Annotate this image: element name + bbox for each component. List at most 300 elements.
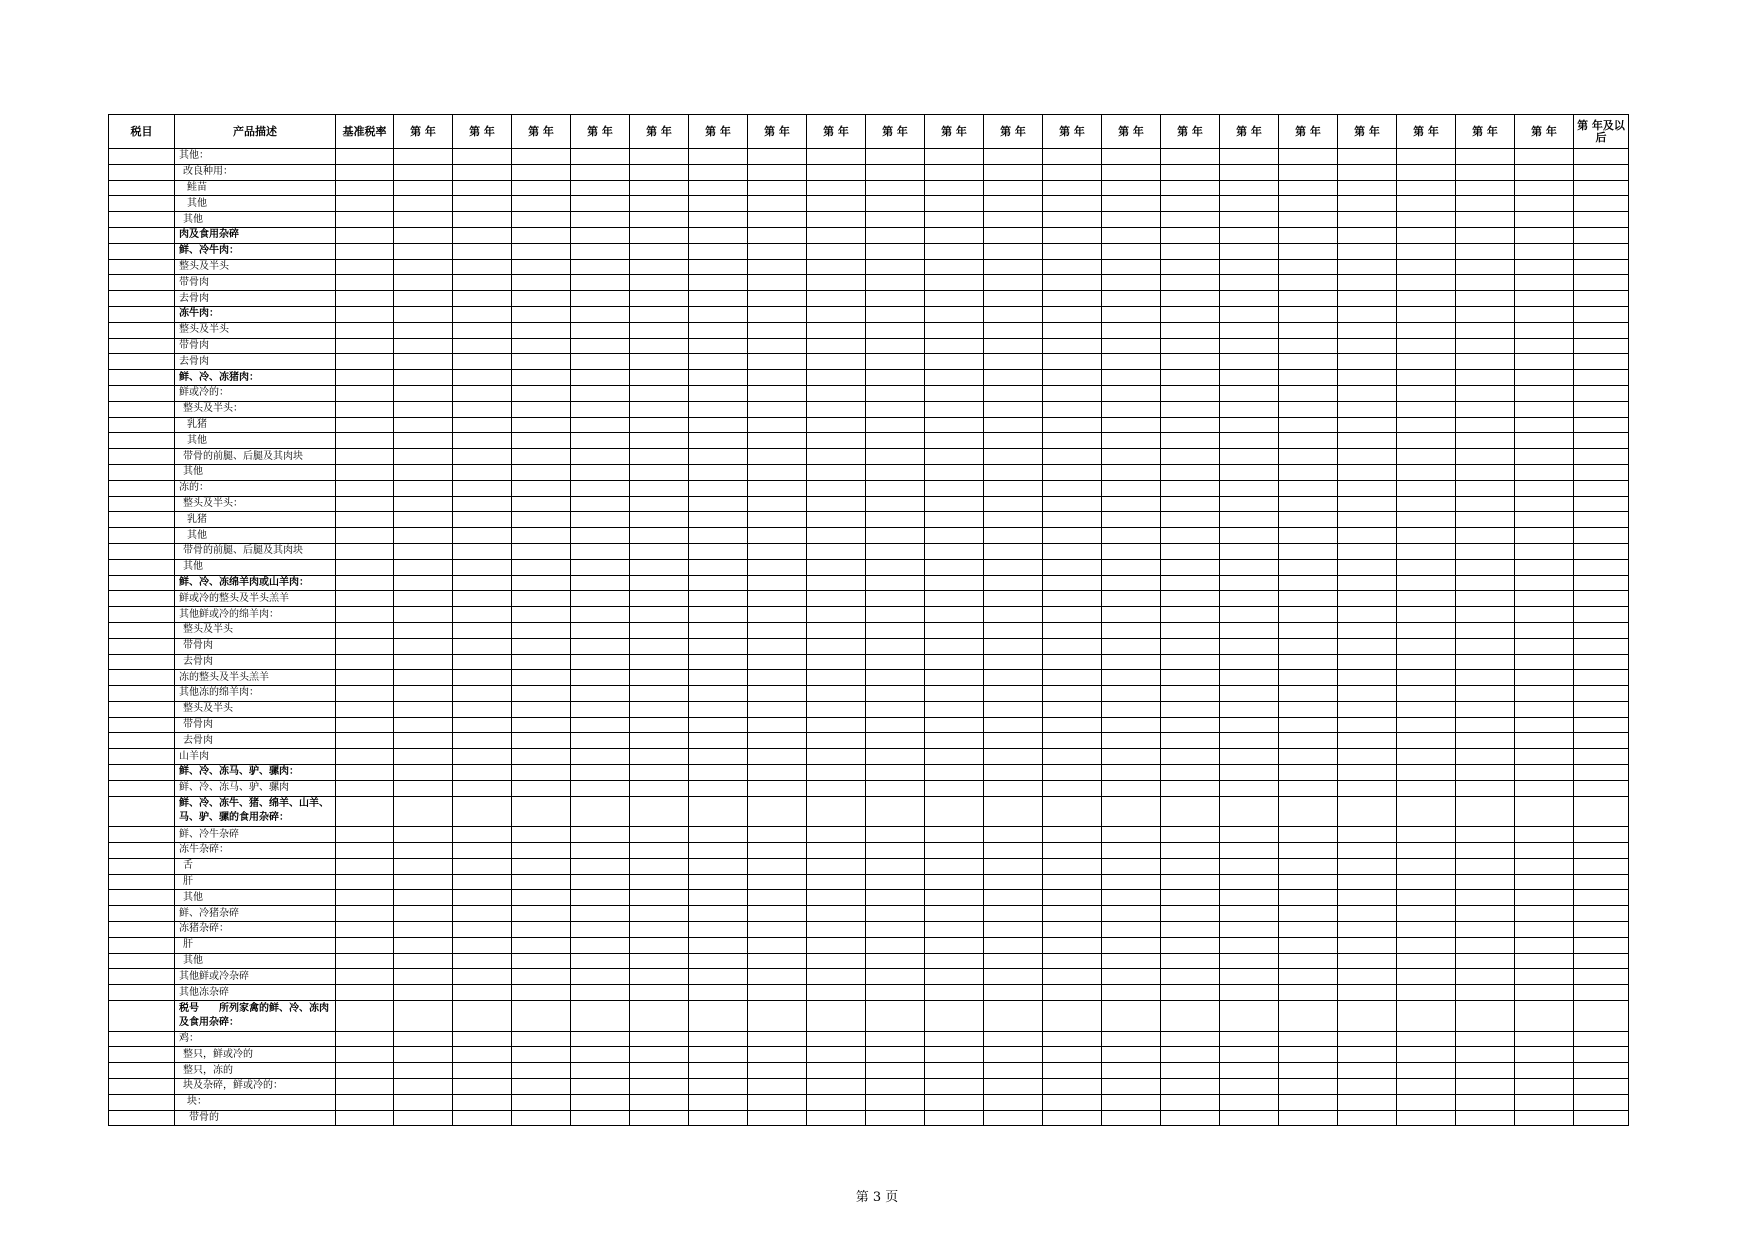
rate-cell: [394, 259, 453, 275]
rate-cell: [866, 969, 925, 985]
rate-cell: [1456, 906, 1515, 922]
rate-cell: [1161, 575, 1220, 591]
rate-cell: [1279, 196, 1338, 212]
rate-cell: [1456, 717, 1515, 733]
header-year-6: 第 年: [689, 115, 748, 149]
rate-cell: [571, 969, 630, 985]
rate-cell: [1338, 417, 1397, 433]
rate-cell: [571, 464, 630, 480]
rate-cell: [1515, 733, 1574, 749]
rate-cell: [1338, 1047, 1397, 1063]
rate-cell: [453, 259, 512, 275]
rate-cell: [1102, 796, 1161, 827]
rate-cell: [1338, 1079, 1397, 1095]
rate-cell: [748, 196, 807, 212]
base-rate-cell: [336, 985, 394, 1001]
rate-cell: [984, 433, 1043, 449]
rate-cell: [1279, 1047, 1338, 1063]
rate-cell: [925, 512, 984, 528]
rate-cell: [807, 780, 866, 796]
base-rate-cell: [336, 559, 394, 575]
product-description-cell: 冻猪杂碎：: [175, 922, 336, 938]
base-rate-cell: [336, 227, 394, 243]
rate-cell: [630, 890, 689, 906]
rate-cell: [807, 654, 866, 670]
rate-cell: [1220, 322, 1279, 338]
rate-cell: [689, 1079, 748, 1095]
rate-cell: [748, 275, 807, 291]
tariff-code-cell: [109, 243, 175, 259]
rate-cell: [512, 354, 571, 370]
rate-cell: [748, 212, 807, 228]
rate-cell: [1574, 370, 1629, 386]
rate-cell: [1397, 607, 1456, 623]
rate-cell: [1338, 401, 1397, 417]
rate-cell: [1397, 401, 1456, 417]
rate-cell: [1397, 259, 1456, 275]
base-rate-cell: [336, 670, 394, 686]
rate-cell: [571, 1079, 630, 1095]
rate-cell: [512, 843, 571, 859]
rate-cell: [748, 496, 807, 512]
rate-cell: [1515, 196, 1574, 212]
rate-cell: [866, 1001, 925, 1032]
base-rate-cell: [336, 1031, 394, 1047]
rate-cell: [1279, 243, 1338, 259]
tariff-code-cell: [109, 985, 175, 1001]
rate-cell: [512, 480, 571, 496]
rate-cell: [689, 922, 748, 938]
rate-cell: [1220, 180, 1279, 196]
rate-cell: [984, 528, 1043, 544]
rate-cell: [1574, 164, 1629, 180]
rate-cell: [630, 480, 689, 496]
rate-cell: [394, 354, 453, 370]
rate-cell: [571, 765, 630, 781]
rate-cell: [866, 670, 925, 686]
rate-cell: [571, 401, 630, 417]
rate-cell: [807, 985, 866, 1001]
rate-cell: [925, 749, 984, 765]
rate-cell: [630, 212, 689, 228]
rate-cell: [512, 765, 571, 781]
rate-cell: [1161, 969, 1220, 985]
rate-cell: [1102, 291, 1161, 307]
rate-cell: [748, 858, 807, 874]
rate-cell: [453, 858, 512, 874]
rate-cell: [1574, 417, 1629, 433]
rate-cell: [1043, 780, 1102, 796]
rate-cell: [689, 480, 748, 496]
rate-cell: [1220, 780, 1279, 796]
rate-cell: [512, 906, 571, 922]
rate-cell: [1220, 890, 1279, 906]
rate-cell: [1338, 1063, 1397, 1079]
rate-cell: [1338, 953, 1397, 969]
rate-cell: [807, 243, 866, 259]
base-rate-cell: [336, 906, 394, 922]
tariff-code-cell: [109, 306, 175, 322]
rate-cell: [1220, 1079, 1279, 1095]
rate-cell: [1338, 227, 1397, 243]
rate-cell: [1574, 622, 1629, 638]
rate-cell: [1161, 354, 1220, 370]
rate-cell: [453, 906, 512, 922]
rate-cell: [1574, 1063, 1629, 1079]
rate-cell: [394, 717, 453, 733]
rate-cell: [1515, 480, 1574, 496]
base-rate-cell: [336, 259, 394, 275]
rate-cell: [748, 765, 807, 781]
rate-cell: [1043, 180, 1102, 196]
rate-cell: [748, 306, 807, 322]
rate-cell: [630, 164, 689, 180]
rate-cell: [807, 796, 866, 827]
rate-cell: [1220, 1094, 1279, 1110]
rate-cell: [394, 1094, 453, 1110]
product-description-cell: 鲑苗: [175, 180, 336, 196]
rate-cell: [689, 370, 748, 386]
rate-cell: [571, 496, 630, 512]
rate-cell: [1043, 543, 1102, 559]
base-rate-cell: [336, 733, 394, 749]
rate-cell: [1043, 212, 1102, 228]
product-description-cell: 鲜或冷的整头及半头羔羊: [175, 591, 336, 607]
rate-cell: [453, 291, 512, 307]
rate-cell: [1456, 528, 1515, 544]
rate-cell: [571, 433, 630, 449]
rate-cell: [748, 622, 807, 638]
rate-cell: [1515, 1079, 1574, 1095]
rate-cell: [394, 212, 453, 228]
rate-cell: [1220, 227, 1279, 243]
rate-cell: [748, 780, 807, 796]
rate-cell: [1515, 417, 1574, 433]
rate-cell: [866, 749, 925, 765]
rate-cell: [1279, 322, 1338, 338]
rate-cell: [866, 906, 925, 922]
rate-cell: [807, 622, 866, 638]
rate-cell: [512, 686, 571, 702]
rate-cell: [1102, 622, 1161, 638]
base-rate-cell: [336, 890, 394, 906]
rate-cell: [689, 1063, 748, 1079]
rate-cell: [1102, 243, 1161, 259]
rate-cell: [1456, 670, 1515, 686]
product-description-cell: 鲜、冷牛肉：: [175, 243, 336, 259]
rate-cell: [1102, 1110, 1161, 1126]
rate-cell: [1456, 433, 1515, 449]
rate-cell: [984, 638, 1043, 654]
tariff-code-cell: [109, 528, 175, 544]
rate-cell: [807, 1031, 866, 1047]
rate-cell: [512, 464, 571, 480]
tariff-code-cell: [109, 874, 175, 890]
rate-cell: [866, 354, 925, 370]
rate-cell: [866, 512, 925, 528]
rate-cell: [630, 874, 689, 890]
rate-cell: [1043, 528, 1102, 544]
rate-cell: [1161, 654, 1220, 670]
page-number: 第 3 页: [855, 1190, 899, 1205]
base-rate-cell: [336, 638, 394, 654]
rate-cell: [1279, 922, 1338, 938]
tariff-code-cell: [109, 338, 175, 354]
rate-cell: [1043, 638, 1102, 654]
rate-cell: [1456, 196, 1515, 212]
rate-cell: [512, 306, 571, 322]
base-rate-cell: [336, 937, 394, 953]
rate-cell: [571, 559, 630, 575]
rate-cell: [1515, 433, 1574, 449]
rate-cell: [866, 874, 925, 890]
rate-cell: [453, 654, 512, 670]
rate-cell: [1043, 322, 1102, 338]
rate-cell: [984, 1047, 1043, 1063]
rate-cell: [807, 858, 866, 874]
rate-cell: [1279, 180, 1338, 196]
rate-cell: [453, 670, 512, 686]
rate-cell: [1515, 164, 1574, 180]
rate-cell: [689, 417, 748, 433]
base-rate-cell: [336, 512, 394, 528]
rate-cell: [925, 1047, 984, 1063]
rate-cell: [1456, 449, 1515, 465]
rate-cell: [512, 922, 571, 938]
rate-cell: [1515, 922, 1574, 938]
rate-cell: [689, 638, 748, 654]
rate-cell: [1515, 638, 1574, 654]
rate-cell: [1220, 433, 1279, 449]
rate-cell: [1220, 354, 1279, 370]
rate-cell: [630, 953, 689, 969]
rate-cell: [1279, 496, 1338, 512]
header-year-15: 第 年: [1220, 115, 1279, 149]
rate-cell: [866, 1094, 925, 1110]
table-row: [109, 796, 1629, 827]
rate-cell: [571, 827, 630, 843]
rate-cell: [1220, 858, 1279, 874]
rate-cell: [1515, 1094, 1574, 1110]
rate-cell: [394, 1001, 453, 1032]
rate-cell: [1102, 543, 1161, 559]
rate-cell: [984, 322, 1043, 338]
rate-cell: [1456, 985, 1515, 1001]
rate-cell: [1043, 890, 1102, 906]
rate-cell: [512, 969, 571, 985]
rate-cell: [984, 212, 1043, 228]
rate-cell: [1102, 985, 1161, 1001]
rate-cell: [1397, 1094, 1456, 1110]
rate-cell: [571, 354, 630, 370]
rate-cell: [394, 638, 453, 654]
rate-cell: [1102, 874, 1161, 890]
rate-cell: [1043, 953, 1102, 969]
rate-cell: [866, 953, 925, 969]
rate-cell: [630, 306, 689, 322]
rate-cell: [1279, 780, 1338, 796]
rate-cell: [925, 686, 984, 702]
rate-cell: [866, 717, 925, 733]
rate-cell: [1338, 670, 1397, 686]
rate-cell: [748, 1001, 807, 1032]
rate-cell: [571, 638, 630, 654]
rate-cell: [748, 338, 807, 354]
rate-cell: [866, 1110, 925, 1126]
product-description-cell: 肝: [175, 937, 336, 953]
rate-cell: [1397, 733, 1456, 749]
tariff-code-cell: [109, 259, 175, 275]
rate-cell: [394, 322, 453, 338]
rate-cell: [1102, 528, 1161, 544]
rate-cell: [1515, 1031, 1574, 1047]
tariff-code-cell: [109, 543, 175, 559]
rate-cell: [453, 559, 512, 575]
rate-cell: [1456, 464, 1515, 480]
rate-cell: [512, 417, 571, 433]
rate-cell: [1515, 843, 1574, 859]
rate-cell: [1102, 780, 1161, 796]
rate-cell: [1338, 890, 1397, 906]
rate-cell: [1338, 243, 1397, 259]
rate-cell: [1456, 480, 1515, 496]
rate-cell: [1338, 985, 1397, 1001]
rate-cell: [1456, 733, 1515, 749]
rate-cell: [1515, 765, 1574, 781]
rate-cell: [1161, 638, 1220, 654]
rate-cell: [630, 559, 689, 575]
rate-cell: [1161, 401, 1220, 417]
rate-cell: [807, 607, 866, 623]
rate-cell: [453, 433, 512, 449]
rate-cell: [630, 670, 689, 686]
rate-cell: [512, 607, 571, 623]
rate-cell: [1102, 1047, 1161, 1063]
rate-cell: [925, 843, 984, 859]
header-year-14: 第 年: [1161, 115, 1220, 149]
rate-cell: [1515, 607, 1574, 623]
rate-cell: [925, 559, 984, 575]
rate-cell: [689, 449, 748, 465]
table-row: [109, 543, 1629, 559]
rate-cell: [1102, 638, 1161, 654]
rate-cell: [1161, 780, 1220, 796]
rate-cell: [807, 843, 866, 859]
rate-cell: [1279, 275, 1338, 291]
rate-cell: [630, 196, 689, 212]
rate-cell: [689, 338, 748, 354]
rate-cell: [1043, 969, 1102, 985]
rate-cell: [512, 717, 571, 733]
tariff-code-cell: [109, 1063, 175, 1079]
base-rate-cell: [336, 306, 394, 322]
rate-cell: [1456, 638, 1515, 654]
rate-cell: [1220, 765, 1279, 781]
rate-cell: [1456, 227, 1515, 243]
rate-cell: [1161, 953, 1220, 969]
tariff-code-cell: [109, 512, 175, 528]
table-row: [109, 843, 1629, 859]
rate-cell: [1456, 512, 1515, 528]
rate-cell: [571, 1063, 630, 1079]
rate-cell: [1574, 701, 1629, 717]
rate-cell: [630, 528, 689, 544]
rate-cell: [1515, 212, 1574, 228]
rate-cell: [512, 164, 571, 180]
rate-cell: [925, 291, 984, 307]
rate-cell: [1515, 322, 1574, 338]
rate-cell: [1279, 937, 1338, 953]
rate-cell: [1043, 591, 1102, 607]
rate-cell: [1574, 733, 1629, 749]
rate-cell: [1161, 622, 1220, 638]
base-rate-cell: [336, 717, 394, 733]
base-rate-cell: [336, 827, 394, 843]
rate-cell: [925, 953, 984, 969]
rate-cell: [984, 780, 1043, 796]
rate-cell: [1279, 543, 1338, 559]
rate-cell: [748, 449, 807, 465]
table-row: [109, 370, 1629, 386]
rate-cell: [1574, 401, 1629, 417]
rate-cell: [866, 338, 925, 354]
rate-cell: [1220, 654, 1279, 670]
rate-cell: [866, 480, 925, 496]
rate-cell: [689, 575, 748, 591]
rate-cell: [748, 227, 807, 243]
rate-cell: [571, 512, 630, 528]
product-description-cell: 肉及食用杂碎: [175, 227, 336, 243]
rate-cell: [1574, 969, 1629, 985]
rate-cell: [453, 528, 512, 544]
rate-cell: [925, 906, 984, 922]
rate-cell: [1279, 1094, 1338, 1110]
rate-cell: [807, 890, 866, 906]
tariff-code-cell: [109, 591, 175, 607]
rate-cell: [925, 1001, 984, 1032]
rate-cell: [1279, 591, 1338, 607]
rate-cell: [748, 890, 807, 906]
rate-cell: [807, 227, 866, 243]
rate-cell: [1397, 906, 1456, 922]
rate-cell: [1574, 1110, 1629, 1126]
rate-cell: [1338, 749, 1397, 765]
rate-cell: [394, 417, 453, 433]
rate-cell: [748, 796, 807, 827]
rate-cell: [807, 543, 866, 559]
rate-cell: [512, 591, 571, 607]
rate-cell: [689, 749, 748, 765]
header-product-description: 产品描述: [175, 115, 336, 149]
rate-cell: [571, 796, 630, 827]
rate-cell: [1338, 906, 1397, 922]
product-description-cell: 整头及半头：: [175, 496, 336, 512]
table-row: [109, 670, 1629, 686]
rate-cell: [984, 827, 1043, 843]
rate-cell: [571, 417, 630, 433]
table-row: [109, 622, 1629, 638]
product-description-cell: 去骨肉: [175, 354, 336, 370]
rate-cell: [689, 180, 748, 196]
rate-cell: [1515, 385, 1574, 401]
rate-cell: [512, 180, 571, 196]
rate-cell: [1397, 212, 1456, 228]
rate-cell: [394, 227, 453, 243]
rate-cell: [630, 180, 689, 196]
rate-cell: [925, 1094, 984, 1110]
rate-cell: [1338, 338, 1397, 354]
rate-cell: [453, 985, 512, 1001]
